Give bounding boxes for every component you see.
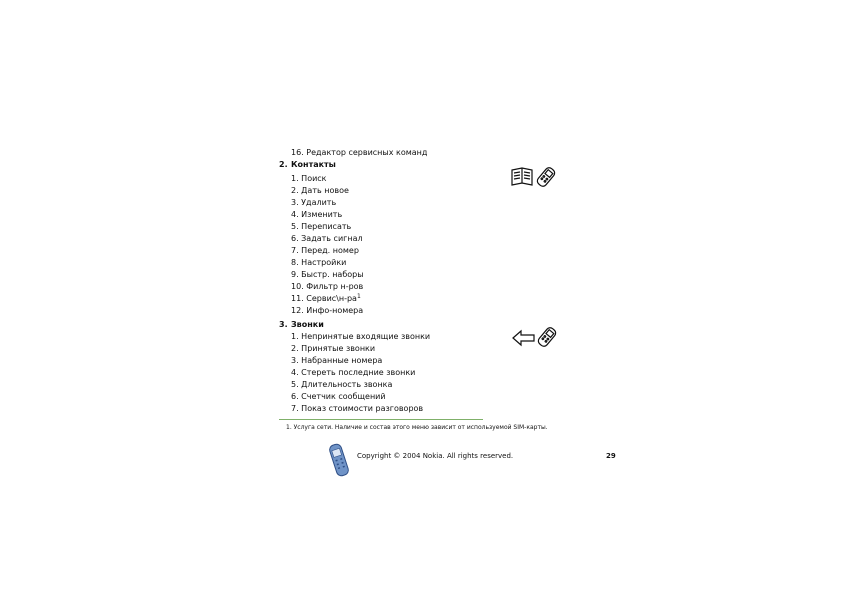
calls-item: 3. Набранные номера <box>291 356 383 365</box>
nokia-phone-logo-icon <box>325 442 353 478</box>
menu-item-service-commands-editor: 16. Редактор сервисных команд <box>291 148 428 157</box>
contacts-item: 9. Быстр. наборы <box>291 270 364 279</box>
footnote-marker: 1 <box>356 293 361 300</box>
call-log-arrow-phone-icon <box>510 325 560 349</box>
contacts-item: 7. Перед. номер <box>291 246 359 255</box>
section-heading-calls <box>279 320 324 330</box>
contacts-item: 4. Изменить <box>291 210 343 219</box>
calls-item: 1. Непринятые входящие звонки <box>291 332 431 341</box>
section-number: 3. <box>279 320 288 329</box>
contacts-item: 5. Переписать <box>291 222 352 231</box>
section-title: Контакты <box>291 160 336 169</box>
copyright-notice: Copyright © 2004 Nokia. All rights reserved. <box>357 452 514 460</box>
calls-item: 4. Стереть последние звонки <box>291 368 416 377</box>
calls-item: 6. Счетчик сообщений <box>291 392 386 401</box>
contacts-item-with-footnote <box>291 294 361 304</box>
contacts-item: 6. Задать сигнал <box>291 234 363 243</box>
footnote-text: 1. Услуга сети. Наличие и состав этого меню зависит от используемой SIM-карты. <box>286 424 548 431</box>
footnote-divider <box>279 419 483 420</box>
contacts-item: 8. Настройки <box>291 258 347 267</box>
calls-item: 7. Показ стоимости разговоров <box>291 404 424 413</box>
contacts-item: 1. Поиск <box>291 174 327 183</box>
section-number: 2. <box>279 160 288 169</box>
contacts-item: 3. Удалить <box>291 198 337 207</box>
contacts-item: 12. Инфо-номера <box>291 306 364 315</box>
section-title: Звонки <box>291 320 324 329</box>
section-heading-contacts <box>279 160 336 170</box>
contacts-item-label: 11. Сервис\н-ра <box>291 294 357 303</box>
calls-item: 2. Принятые звонки <box>291 344 376 353</box>
contacts-book-phone-icon <box>510 165 558 189</box>
page-number: 29 <box>606 452 616 460</box>
contacts-item: 2. Дать новое <box>291 186 349 195</box>
contacts-item: 10. Фильтр н-ров <box>291 282 364 291</box>
calls-item: 5. Длительность звонка <box>291 380 393 389</box>
